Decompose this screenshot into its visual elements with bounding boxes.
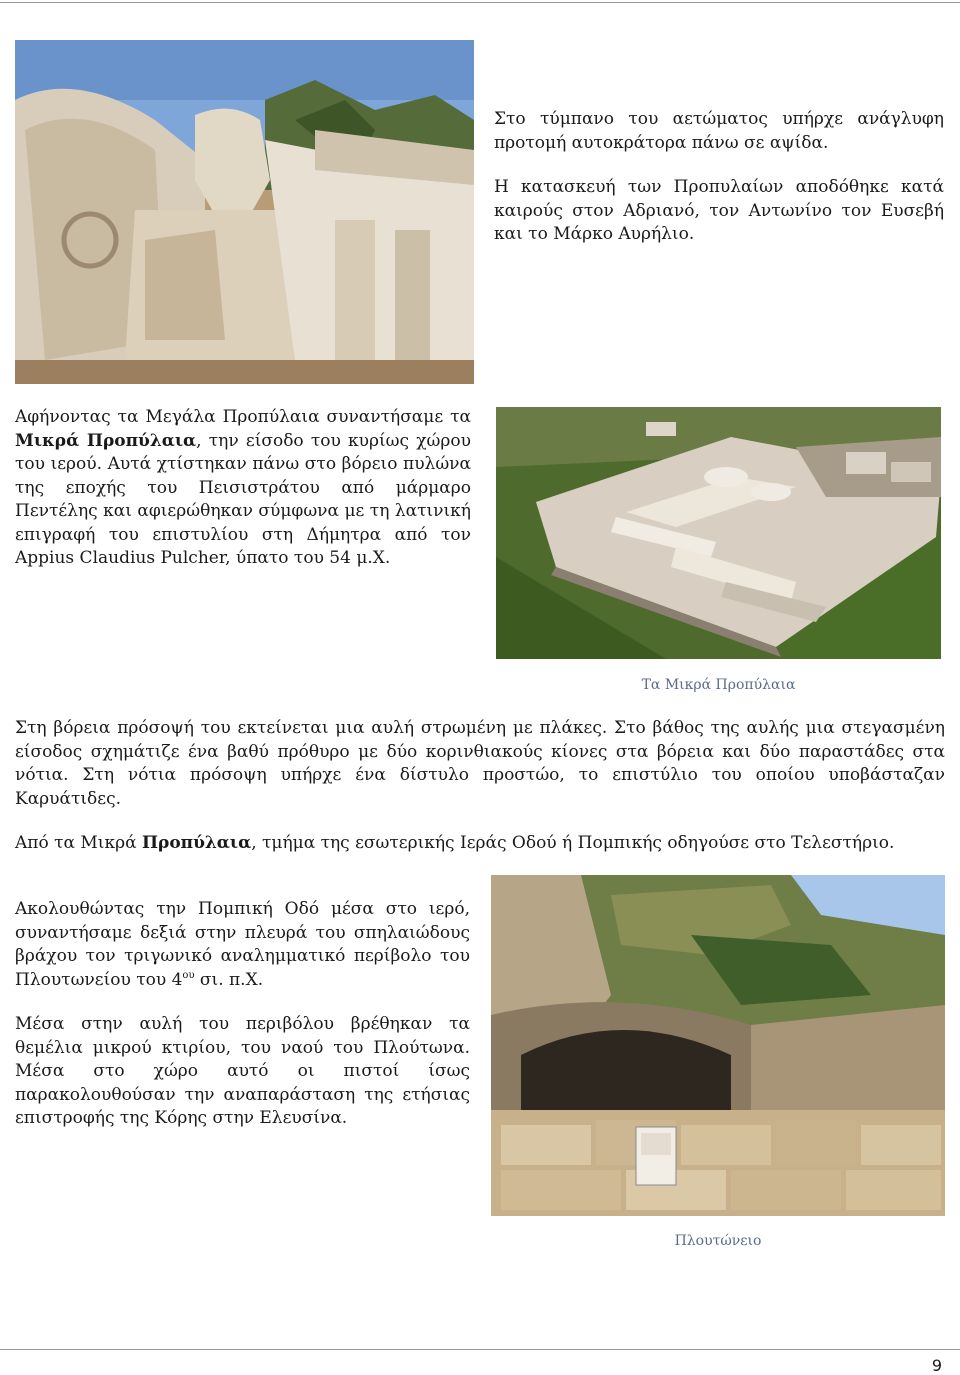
page-number: 9 xyxy=(931,1356,942,1375)
paragraph-ploutonion xyxy=(15,898,470,1131)
lesser-propylaea-text-end: , την είσοδο του κυρίως χώρου του ιερού. Αυτά χτίστηκαν πάνω στο βόρειο πυλώνα της εποχής του Πεισιστράτου από μάρμαρο Πεντέλης και αφιερώθηκαν σύμφωνα με τη λατινική επιγραφή του επιστυλίου στη Δήμητρα από τον Appius Claudius Pulcher, ύπατο του 54 μ.Χ. xyxy=(15,430,471,568)
caption-lesser-propylaea: Τα Μικρά Προπύλαια xyxy=(641,677,796,693)
paragraph-tympanum xyxy=(494,108,944,247)
lesser-propylaea-bold: Μικρά Προπύλαια xyxy=(15,430,197,451)
lesser-propylaea-text-start: Αφήνοντας τα Μεγάλα Προπύλαια συναντήσαμε τα xyxy=(15,407,471,427)
tympanum-text: Στο τύμπανο του αετώματος υπήρχε ανάγλυφη προτομή αυτοκράτορα πάνω σε αψίδα. xyxy=(494,109,944,153)
bottom-rule xyxy=(0,1349,960,1350)
paragraph-lesser-propylaea xyxy=(15,406,471,571)
lesser-propylaea-photo xyxy=(496,407,941,659)
sacred-way-text-end: , τμήμα της εσωτερικής Ιεράς Οδού ή Πομπικής οδηγούσε στο Τελεστήριο. xyxy=(251,833,895,853)
sacred-way-bold: Προπύλαια xyxy=(141,833,252,853)
north-facade-text: Στη βόρεια πρόσοψή του εκτείνεται μια αυλή στρωμένη με πλάκες. Στο βάθος της αυλής μια στεγασμένη είσοδος σχημάτιζε ένα βαθύ πρόθυρο με δύο κορινθιακούς κίονες στα βόρεια και δύο παραστάδες στα νότια. Στη νότια πρόσοψη υπήρχε ένα δίστυλο προστώο, το επιστύλιο του οποίου υποβάσταζαν Καρυάτιδες. xyxy=(15,718,945,809)
caption-ploutonion: Πλουτώνειο xyxy=(674,1233,762,1249)
bust-relief-photo xyxy=(15,40,474,384)
top-rule xyxy=(0,2,960,3)
attribution-text: Η κατασκευή των Προπυλαίων αποδόθηκε κατά καιρούς στον Αδριανό, τον Αντωνίνο τον Ευσεβή και το Μάρκο Αυρήλιο. xyxy=(494,177,944,244)
pluto-temple-text: Μέσα στην αυλή του περιβόλου βρέθηκαν τα θεμέλια μικρού κτιρίου, του ναού του Πλούτωνα. Μέσα στο χώρο αυτό οι πιστοί ίσως παρακολουθούσαν την αναπαράσταση της ετήσιας επιστροφής της Κόρης στην Ελευσίνα. xyxy=(15,1014,470,1128)
sacred-way-text-start: Από τα Μικρά xyxy=(15,833,142,853)
ploutonion-text-start: Ακολουθώντας την Πομπική Οδό μέσα στο ιερό, συναντήσαμε δεξιά στην πλευρά του σπηλαιώδους βράχου τον τριγωνικό αναλημματικό περίβολο του Πλουτωνείου του 4 xyxy=(15,899,470,990)
ploutonion-photo xyxy=(491,875,945,1216)
ordinal-superscript: ου xyxy=(182,969,195,981)
paragraph-north-facade xyxy=(15,717,945,856)
ploutonion-text-end: σι. π.Χ. xyxy=(194,969,264,990)
